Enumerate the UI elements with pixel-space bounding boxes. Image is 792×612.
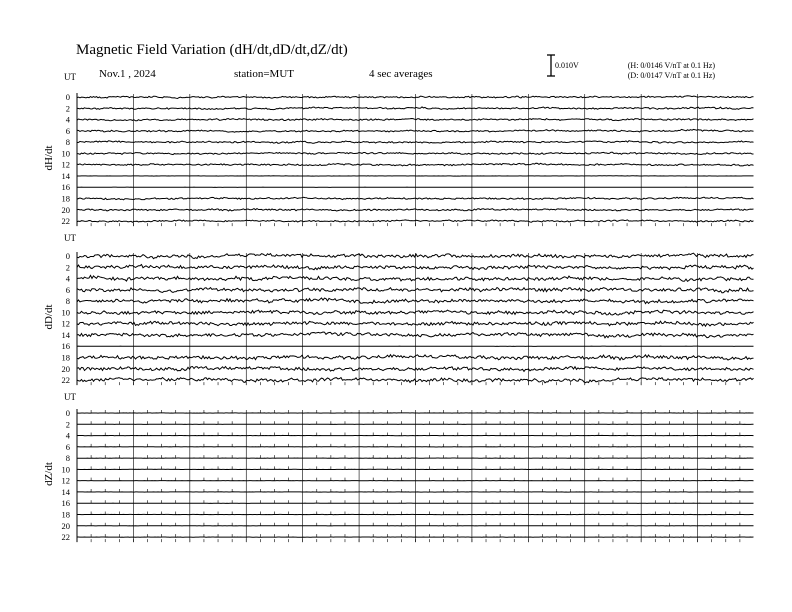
station-label: station=MUT: [234, 68, 294, 80]
scale-h-sensitivity: (H: 0/0146 V/nT at 0.1 Hz): [627, 61, 715, 70]
averaging-label: 4 sec averages: [369, 68, 433, 80]
ut-tick-label: 2: [65, 103, 70, 114]
ut-tick-label: 6: [65, 284, 70, 295]
ut-tick-label: 12: [61, 475, 70, 486]
ut-tick-label: 8: [65, 137, 70, 148]
scale-d-sensitivity: (D: 0/0147 V/nT at 0.1 Hz): [627, 71, 715, 80]
y-axis-label: dH/dt: [43, 145, 55, 171]
ut-tick-label: 16: [61, 182, 70, 193]
ut-tick-label: 0: [65, 408, 70, 418]
ut-tick-label: 6: [65, 441, 70, 452]
ut-tick-label: 12: [61, 318, 70, 329]
ut-tick-label: 10: [61, 464, 70, 475]
ut-tick-label: 2: [65, 262, 70, 273]
ut-tick-label: 12: [61, 159, 70, 170]
ut-tick-label: 18: [61, 193, 70, 204]
ut-tick-label: 14: [61, 486, 70, 497]
date-label: Nov.1 , 2024: [99, 68, 156, 80]
ut-tick-label: 0: [65, 251, 70, 261]
scale-value-label: 0.010V: [555, 61, 579, 70]
ut-tick-label: 20: [61, 204, 70, 215]
ut-tick-label: 16: [61, 341, 70, 352]
ut-tick-label: 22: [61, 375, 70, 386]
ut-axis-label: UT: [64, 233, 76, 243]
ut-axis-label: UT: [64, 392, 76, 402]
ut-tick-label: 8: [65, 296, 70, 307]
ut-tick-label: 14: [61, 170, 70, 181]
ut-tick-label: 4: [65, 273, 70, 284]
ut-tick-label: 10: [61, 307, 70, 318]
chart-title: Magnetic Field Variation (dH/dt,dD/dt,dZ/dt): [76, 42, 348, 58]
ut-tick-label: 20: [61, 520, 70, 531]
ut-tick-label: 22: [61, 216, 70, 227]
ut-tick-label: 20: [61, 363, 70, 374]
ut-tick-label: 0: [65, 92, 70, 102]
ut-tick-label: 22: [61, 532, 70, 543]
ut-tick-label: 2: [65, 419, 70, 430]
ut-tick-label: 8: [65, 453, 70, 464]
ut-tick-label: 10: [61, 148, 70, 159]
ut-tick-label: 4: [65, 430, 70, 441]
ut-tick-label: 16: [61, 498, 70, 509]
ut-tick-label: 18: [61, 509, 70, 520]
ut-tick-label: 14: [61, 329, 70, 340]
ut-tick-label: 6: [65, 125, 70, 136]
ut-tick-label: 4: [65, 114, 70, 125]
y-axis-label: dD/dt: [43, 304, 55, 330]
ut-tick-label: 18: [61, 352, 70, 363]
y-axis-label: dZ/dt: [43, 462, 55, 486]
ut-axis-label: UT: [64, 72, 76, 82]
